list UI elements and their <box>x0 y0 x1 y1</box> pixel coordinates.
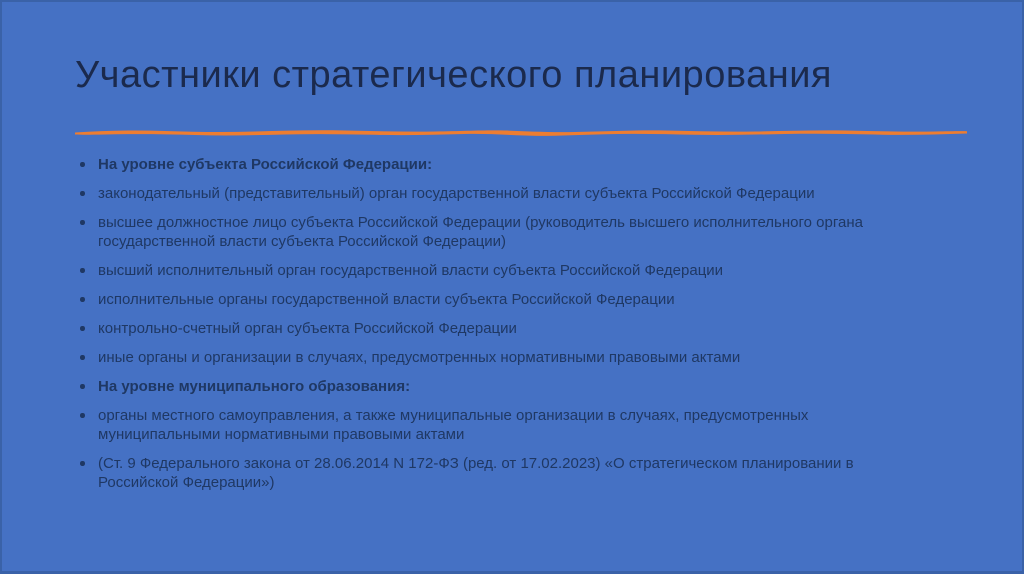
bullet-dot-icon <box>80 162 85 167</box>
bullet-item <box>77 377 922 396</box>
hand-drawn-divider-line <box>75 124 967 140</box>
bullet-item <box>77 290 922 309</box>
bullet-item <box>77 184 922 203</box>
bullet-item <box>77 406 922 444</box>
bullet-dot-icon <box>80 413 85 418</box>
bullet-text: законодательный (представительный) орган государственной власти субъекта Российской Федерации <box>98 185 815 202</box>
bullet-text: (Ст. 9 Федерального закона от 28.06.2014 N 172-ФЗ (ред. от 17.02.2023) «О стратегическом планировании в Российской Федерации») <box>98 455 854 491</box>
bullet-text: высшее должностное лицо субъекта Российской Федерации (руководитель высшего исполнительного органа государственной власти субъекта Российской Федерации) <box>98 214 863 250</box>
bullet-text: На уровне муниципального образования: <box>98 378 411 395</box>
bullet-text: контрольно-счетный орган субъекта Российской Федерации <box>98 320 517 337</box>
bullet-text: исполнительные органы государственной власти субъекта Российской Федерации <box>98 291 675 308</box>
bullet-dot-icon <box>80 268 85 273</box>
bullet-dot-icon <box>80 384 85 389</box>
bullet-item <box>77 155 922 174</box>
slide-canvas <box>2 2 1022 571</box>
bullet-list <box>77 155 922 502</box>
bullet-text: высший исполнительный орган государственной власти субъекта Российской Федерации <box>98 262 724 279</box>
bullet-dot-icon <box>80 326 85 331</box>
bullet-text: иные органы и организации в случаях, предусмотренных нормативными правовыми актами <box>98 349 741 366</box>
bullet-dot-icon <box>80 461 85 466</box>
bullet-item <box>77 348 922 367</box>
bullet-dot-icon <box>80 297 85 302</box>
slide-title: Участники стратегического планирования <box>75 54 833 96</box>
bullet-dot-icon <box>80 191 85 196</box>
bullet-item <box>77 454 922 492</box>
bullet-item <box>77 261 922 280</box>
bullet-item <box>77 319 922 338</box>
divider-stroke <box>75 130 967 136</box>
bullet-item <box>77 213 922 251</box>
bullet-text: На уровне субъекта Российской Федерации: <box>98 156 433 173</box>
bullet-dot-icon <box>80 220 85 225</box>
bullet-text: органы местного самоуправления, а также муниципальные организации в случаях, предусмотренных муниципальными нормативными правовыми актами <box>98 407 809 443</box>
bullet-dot-icon <box>80 355 85 360</box>
